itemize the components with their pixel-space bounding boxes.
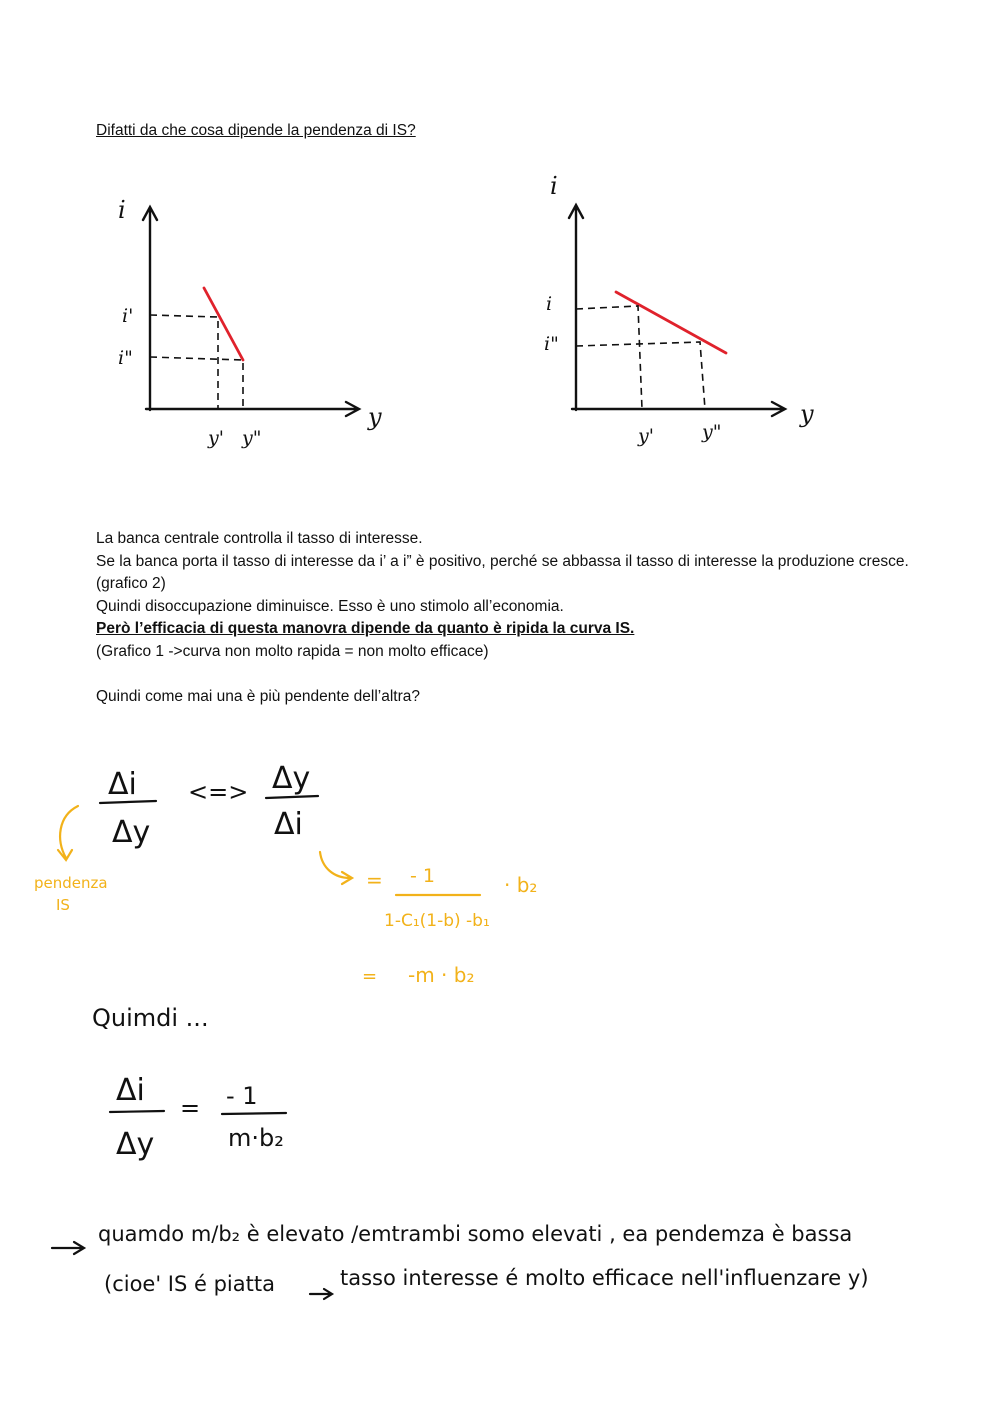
page-heading: Difatti da che cosa dipende la pendenza di IS? <box>96 122 416 139</box>
graph1-y1-label: y' <box>208 427 224 449</box>
graph2-y-axis-label: i <box>550 172 558 200</box>
formula-1 <box>0 750 600 1000</box>
f1-rhs-num: Δy <box>272 761 311 796</box>
graph1-i1-label: i' <box>122 305 134 327</box>
graph2-y2-label: y" <box>702 421 722 443</box>
f1-eq1-num: - 1 <box>410 865 435 887</box>
note-line-2b: tasso interesse é molto efficace nell'influenzare y) <box>340 1266 869 1290</box>
graph1-y2-label: y" <box>242 427 262 449</box>
graph2-i2-label: i" <box>544 333 559 355</box>
paragraph-6: Quindi come mai una è più pendente dell’altra? <box>96 687 420 705</box>
graph2-x-axis-label: y <box>800 400 814 428</box>
paragraph-5: (Grafico 1 ->curva non molto rapida = non molto efficace) <box>96 642 489 660</box>
f2-rhs-den: m·b₂ <box>228 1124 284 1152</box>
f2-eq: = <box>180 1094 201 1122</box>
f1-lhs-den: Δy <box>112 815 151 850</box>
f1-rhs-den: Δi <box>274 807 303 842</box>
paragraph-4-bold: Però l’efficacia di questa manovra dipende da quanto è ripida la curva IS. <box>96 620 635 637</box>
note-line-2: (cioe' IS é piatta <box>104 1272 275 1296</box>
f1-eq1-den: 1-C₁(1-b) -b₁ <box>384 911 490 931</box>
graph2-i1-label: i <box>546 293 553 315</box>
f1-eq1-factor: · b₂ <box>504 873 538 897</box>
f1-eq-arrow <box>320 852 352 884</box>
f1-lhs-num: Δi <box>108 767 137 802</box>
graph1-y-axis <box>143 207 157 410</box>
graph2-y-axis <box>569 205 583 410</box>
note-arrow-1 <box>50 1238 90 1258</box>
paragraph-1: La banca centrale controlla il tasso di interesse. <box>96 530 423 547</box>
graph1-x-axis-label: y <box>368 403 382 431</box>
quindi-label: Quimdi ... <box>92 1004 209 1032</box>
f1-eq2-rhs: -m · b₂ <box>408 963 475 987</box>
f1-equiv: <=> <box>188 778 249 806</box>
graph-1 <box>100 180 400 460</box>
graph1-x-axis <box>146 402 359 416</box>
graph2-x-axis <box>572 402 785 416</box>
arrow-right-icon <box>52 1242 84 1254</box>
note-arrow-2 <box>308 1286 338 1306</box>
f2-rhs-bar <box>222 1113 286 1114</box>
graph1-y-axis-label: i <box>118 196 126 224</box>
f1-note-arrow <box>58 806 78 860</box>
f1-rhs-bar <box>266 796 318 798</box>
graph1-dash-i2 <box>150 357 243 409</box>
f1-note-line1: pendenza <box>34 874 108 892</box>
paragraph-2: Se la banca porta il tasso di interesse da i’ a i” è positivo, perché se abbassa il tasso di interesse la produzione cresce. (grafico 2) <box>96 552 909 592</box>
graph1-dash-i1 <box>150 315 218 409</box>
graph-2 <box>530 170 830 460</box>
body-text <box>96 528 916 708</box>
note-line-1: quamdo m/b₂ è elevato /emtrambi somo elevati , ea pendemza è bassa <box>98 1222 853 1246</box>
f2-den: Δy <box>116 1127 155 1162</box>
graph1-is-curve <box>204 288 243 360</box>
graph2-dash-i1 <box>576 306 642 409</box>
f1-eq1: = <box>366 868 383 892</box>
f2-rhs-num: - 1 <box>226 1082 258 1110</box>
f2-bar <box>110 1111 164 1112</box>
graph2-is-curve <box>616 292 726 353</box>
arrow-right-icon <box>310 1289 332 1299</box>
quindi-text <box>88 994 288 1044</box>
graph2-y1-label: y' <box>638 425 654 447</box>
formula-2 <box>100 1066 320 1176</box>
f2-num: Δi <box>116 1073 145 1108</box>
f1-eq2: = <box>362 966 378 987</box>
graph1-i2-label: i" <box>118 347 133 369</box>
f1-note-line2: IS <box>56 896 70 914</box>
paragraph-3: Quindi disoccupazione diminuisce. Esso è uno stimolo all’economia. <box>96 597 564 615</box>
